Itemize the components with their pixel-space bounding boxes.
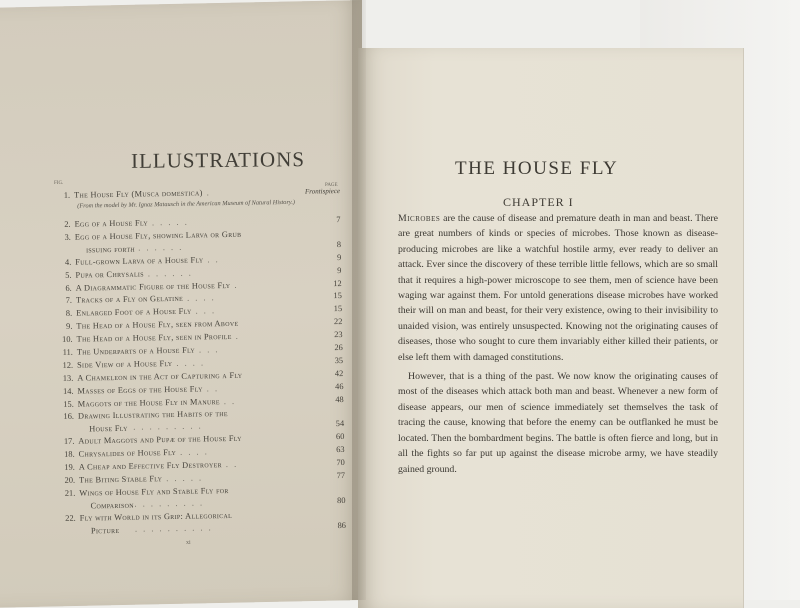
entry-number: 14. [62, 386, 74, 396]
entry-number: 16. [63, 412, 75, 422]
entry-page-number: 9 [337, 265, 342, 275]
entry-page-number: 9 [336, 252, 342, 262]
leader-dots: . . . [198, 345, 220, 355]
entry-number: 19. [64, 462, 75, 473]
entry-page-number: 70 [336, 458, 345, 468]
leader-dots: . . . . . . . [129, 242, 184, 253]
leader-dots: . . [223, 396, 237, 406]
leader-dots: . [206, 188, 211, 198]
entry-title: The Head of a House Fly, seen in Profile [76, 332, 232, 344]
entry-title: A Cheap and Effective Fly Destroyer [78, 460, 222, 472]
leader-dots: . [234, 280, 239, 290]
entry-number: 10. [62, 334, 73, 345]
entry-page-number: 22 [333, 317, 343, 327]
leader-dots: . . . . . [166, 473, 204, 484]
entry-page-number: 46 [335, 381, 344, 391]
entry-title: Fly with World in its Grip: Allegorical [79, 510, 233, 523]
entry-title: Side View of a House Fly [76, 358, 173, 370]
illustration-entry [61, 508, 346, 538]
leader-dots: . . . . . . . . . [133, 421, 203, 433]
entry-page-number: 8 [336, 239, 342, 249]
leader-dots: . . . . . . . . . . [134, 523, 213, 534]
leader-dots: . . . [195, 306, 217, 316]
lead-word: Microbes [398, 213, 441, 224]
entry-title: Tracks of a Fly on Gelatine [75, 294, 184, 306]
entry-title-continued: House Fly [89, 424, 128, 434]
leader-dots: . . . . [186, 293, 216, 304]
entry-number: 17. [63, 437, 75, 447]
illustrations-list [55, 185, 346, 538]
entry-title: The House Fly (Musca domestica) [74, 188, 203, 200]
entry-title: Pupa or Chrysalis [75, 269, 144, 280]
entry-page-number: 60 [335, 432, 345, 442]
entry-title: Maggots of the House Fly in Manure [77, 396, 220, 409]
entry-number: 2. [64, 219, 71, 229]
illustrations-heading: ILLUSTRATIONS [130, 147, 306, 173]
entry-number: 3. [64, 232, 71, 242]
entry-page-number: 77 [336, 471, 346, 481]
book-gutter [352, 0, 366, 600]
entry-title: Adult Maggots and Pupæ of the House Fly [78, 434, 242, 447]
entry-title: Egg of a House Fly, showing Larva or Grub [74, 229, 242, 242]
entry-number: 7. [65, 296, 73, 306]
leader-dots: . [235, 331, 240, 341]
chapter-body [398, 211, 718, 477]
entry-page-number: 35 [334, 355, 344, 366]
entry-title: A Diagrammatic Figure of the House Fly [75, 280, 231, 293]
entry-number: 6. [65, 283, 72, 293]
entry-number: 9. [66, 321, 73, 332]
entry-page-number: 23 [334, 330, 343, 340]
entry-number: 20. [64, 475, 76, 486]
entry-title: The Underparts of a House Fly [76, 345, 196, 357]
page-folio: xi [186, 540, 191, 546]
entry-page-number: 12 [333, 278, 342, 288]
page-column-label: PAGE [325, 183, 338, 188]
entry-number: 13. [62, 373, 74, 383]
leader-dots: . . [207, 254, 220, 265]
entry-title-continued: Comparison [90, 500, 134, 511]
leader-dots: . . . . [176, 358, 206, 368]
entry-title: The Biting Stable Fly [78, 474, 163, 485]
leader-dots: . . . . . . . . . [134, 498, 205, 509]
entry-number: 5. [65, 270, 72, 280]
entry-title: Chrysalides of House Fly [78, 448, 177, 459]
book-title: THE HOUSE FLY [455, 158, 619, 179]
chapter-heading: CHAPTER I [503, 195, 574, 209]
entry-title: Egg of a House Fly [74, 218, 149, 229]
entry-number: 21. [64, 488, 76, 498]
entry-title: A Chameleon in the Act of Capturing a Fly [77, 370, 243, 383]
paragraph-1-text: are the cause of disease and premature death in man and beast. There are great numbers of kinds or species of microbes. Those known as disease-producing microbes are like a watchful hostile army, ever ready to deliver an attack. Ever since the discovery of these terrible little fellows, which are so small that it requires a high-power microscope to see them, men of science have been waging war against them. For untold generations disease microbes have worked their will on man and beast, for their very existence, owing to their invisibility to unaided vision, was entirely unsuspected. Knowing not the originating causes of diseases, those who sought to cure them invariably either killed their patients, or else left them with damaged constitutions. [398, 213, 718, 363]
leader-dots: . . . . [180, 447, 209, 458]
paragraph-1 [398, 211, 718, 365]
entry-title-continued: Picture [90, 525, 120, 536]
entry-number: 12. [62, 360, 74, 370]
leader-dots: . . . . . [151, 217, 189, 228]
paragraph-2: However, that is a thing of the past. We now know the originating causes of most of the diseases which attack both man and beast. Whenever a new form of disease appears, our men of science immediately set themselves the task of tracing the cause, knowing that before the enemy can be outflanked he must be located. Then the bombardment begins. The battle is often fierce and long, but in all the fights so far put up against the disease microbe army, we have steadily gained ground. [398, 371, 718, 475]
leader-dots: . . [206, 383, 220, 394]
entry-page-number: 80 [337, 496, 346, 506]
entry-page-number: 15 [333, 304, 343, 314]
entry-number: 22. [65, 513, 76, 523]
entry-number: 18. [64, 450, 75, 460]
entry-number: 4. [64, 257, 72, 267]
entry-page-number: 42 [334, 368, 344, 378]
entry-title: Full-grown Larva of a House Fly [75, 255, 204, 267]
entry-title: Drawing Illustrating the Habits of the [77, 409, 228, 422]
entry-title: The Head of a House Fly, seen from Above [76, 319, 239, 331]
entry-number: 15. [63, 399, 74, 409]
entry-number: 11. [62, 347, 73, 357]
entry-page-number: 26 [334, 343, 343, 353]
entry-page-number: 48 [335, 394, 344, 404]
entry-title: Enlarged Foot of a House Fly [76, 306, 192, 318]
entry-note: (From the model by Mr. Ignaz Matausch in the American Museum of Natural History.) [77, 198, 296, 210]
entry-number: 8. [65, 309, 73, 319]
entry-page-number: 7 [336, 214, 341, 224]
leader-dots: . . [225, 460, 239, 470]
entry-page-number: 86 [337, 521, 346, 531]
entry-title-continued: issuing forth [85, 244, 136, 255]
entry-page-number: Frontispiece [304, 187, 341, 196]
entry-number: 1. [63, 190, 71, 200]
entry-title: Wings of House Fly and Stable Fly for [79, 486, 229, 498]
entry-page-number: 63 [336, 445, 345, 455]
leader-dots: . . . . . . [147, 268, 193, 279]
entry-title: Masses of Eggs of the House Fly [77, 384, 203, 396]
entry-page-number: 15 [333, 291, 342, 301]
fig-column-label: FIG. [54, 181, 64, 186]
entry-page-number: 54 [335, 419, 345, 429]
